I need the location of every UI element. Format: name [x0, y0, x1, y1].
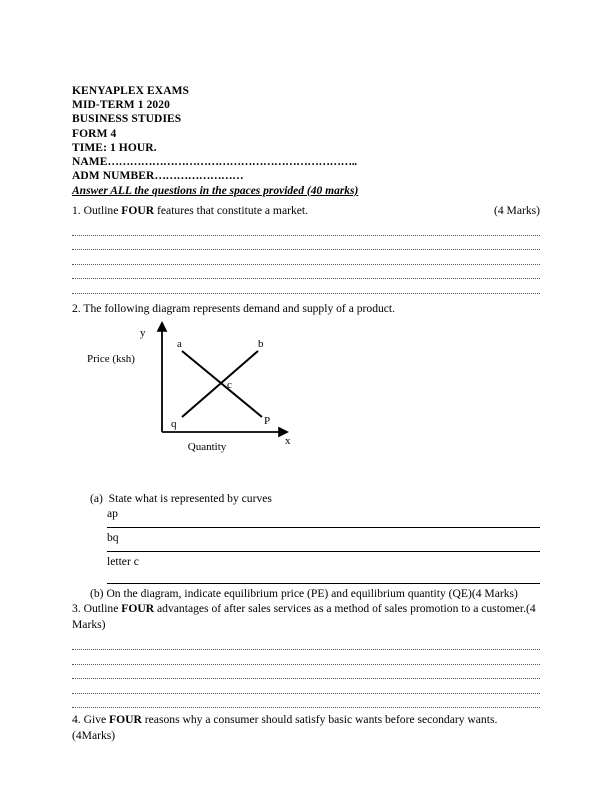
question-3-text-after: advantages of after sales services as a method of sales promotion to a customer.(4 Marks) [72, 602, 536, 631]
answer-rule[interactable] [107, 527, 540, 528]
question-4-row [72, 712, 540, 743]
question-4-number: 4. [72, 713, 81, 727]
header-line-subject: BUSINESS STUDIES [72, 113, 182, 126]
part-b-label: (b) [90, 587, 104, 601]
question-2-part-b [72, 586, 540, 601]
part-a-text: State what is represented by curves [108, 492, 272, 506]
answer-line[interactable] [72, 279, 540, 294]
name-label: NAME [72, 156, 108, 169]
question-3-answer-space[interactable] [72, 635, 540, 708]
answer-line[interactable] [72, 635, 540, 650]
diagram-svg [72, 320, 372, 485]
diagram-label-quantity: Quantity [187, 441, 227, 454]
answer-rule[interactable] [107, 551, 540, 552]
answer-line[interactable] [72, 265, 540, 280]
exam-header [72, 84, 540, 199]
diagram-label-c: c [227, 379, 232, 392]
diagram-label-x-axis: x [285, 435, 291, 448]
part-a-item-ap: ap [107, 507, 118, 521]
name-field-row [72, 155, 540, 169]
question-4-text-before: Give [80, 713, 110, 727]
part-a-item-bq: bq [107, 531, 119, 545]
answer-line[interactable] [72, 236, 540, 251]
answer-line[interactable] [72, 221, 540, 236]
question-1-number: 1. [72, 203, 81, 217]
question-3-text-before: Outline [80, 602, 122, 616]
question-1-answer-space[interactable] [72, 221, 540, 294]
answer-rule[interactable] [107, 583, 540, 584]
question-3-emphasis: FOUR [121, 602, 155, 616]
diagram-label-b: b [258, 338, 264, 351]
header-line-time: TIME: 1 HOUR. [72, 141, 157, 154]
answer-line[interactable] [72, 250, 540, 265]
answer-line[interactable] [72, 650, 540, 665]
diagram-label-p: P [264, 415, 271, 428]
adm-field-row [72, 169, 540, 183]
question-1-text [72, 203, 308, 218]
question-3-number: 3. [72, 602, 81, 616]
instruction-text: Answer ALL the questions in the spaces provided (40 marks) [72, 184, 359, 197]
part-a-item-letter-c: letter c [107, 555, 139, 569]
answer-line[interactable] [72, 694, 540, 709]
diagram-label-q: q [171, 418, 177, 431]
question-1-emphasis: FOUR [121, 203, 155, 217]
name-dotted-fill[interactable]: ………………………………………………………….. [107, 156, 357, 169]
question-3-row [72, 601, 540, 632]
demand-supply-diagram [72, 320, 540, 485]
header-line-term: MID-TERM 1 2020 [72, 99, 170, 112]
question-1-text-before: Outline [80, 203, 122, 217]
question-1-marks: (4 Marks) [493, 203, 540, 217]
header-line-form: FORM 4 [72, 127, 117, 140]
question-4-text-after: reasons why a consumer should satisfy basic wants before secondary wants.(4Marks) [72, 713, 498, 742]
question-1-row [72, 203, 540, 218]
part-a-label: (a) [90, 492, 103, 506]
question-2-row [72, 301, 540, 317]
adm-label: ADM NUMBER [72, 170, 155, 183]
part-a-heading [72, 491, 540, 506]
question-2-text: The following diagram represents demand and supply of a product. [80, 301, 396, 315]
answer-line[interactable] [72, 679, 540, 694]
document-content [72, 84, 540, 743]
question-4-emphasis: FOUR [109, 713, 142, 727]
question-1-text-after: features that constitute a market. [154, 203, 309, 217]
diagram-label-price: Price (ksh) [87, 353, 135, 366]
question-2-part-a [72, 491, 540, 584]
header-line-school: KENYAPLEX EXAMS [72, 85, 190, 97]
diagram-label-a: a [177, 338, 182, 351]
diagram-label-y-axis: y [140, 327, 146, 340]
question-2-number: 2. [72, 301, 81, 315]
adm-dotted-fill[interactable]: …………………… [154, 170, 244, 183]
answer-line[interactable] [72, 665, 540, 680]
part-b-text: On the diagram, indicate equilibrium price (PE) and equilibrium quantity (QE)(4 Marks) [106, 587, 518, 601]
